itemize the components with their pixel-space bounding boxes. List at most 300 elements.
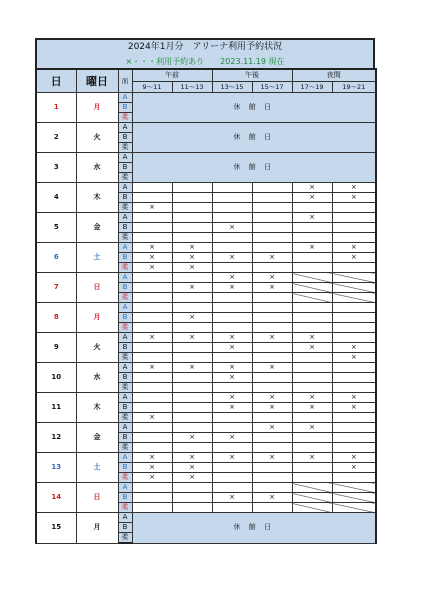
slot-cell <box>132 273 172 283</box>
table-row <box>36 93 376 103</box>
reserved-mark: × <box>292 193 332 203</box>
slot-cell <box>132 343 172 353</box>
slot-cell <box>332 433 376 443</box>
slot-cell <box>212 423 252 433</box>
day-number: 12 <box>36 423 76 453</box>
weekday-cell: 日 <box>76 273 118 303</box>
slot-cell <box>172 353 212 363</box>
slot-cell <box>252 503 292 513</box>
closed-cell: 休 館 日 <box>132 153 376 183</box>
reserved-mark: × <box>212 433 252 443</box>
slot-cell <box>252 183 292 193</box>
court-label: A <box>118 243 132 253</box>
court-label: A <box>118 363 132 373</box>
reserved-mark: × <box>332 193 376 203</box>
slot-cell <box>132 303 172 313</box>
weekday-cell: 月 <box>76 93 118 123</box>
slot-cell <box>292 383 332 393</box>
slot-cell <box>252 293 292 303</box>
court-label: A <box>118 303 132 313</box>
day-number: 9 <box>36 333 76 363</box>
unavailable-cell <box>292 293 332 303</box>
court-label: A <box>118 393 132 403</box>
page-title: 2024年1月分 アリーナ利用予約状況 <box>127 42 283 52</box>
court-label: B <box>118 523 132 533</box>
reserved-mark: × <box>172 313 212 323</box>
court-label: 柔 <box>118 353 132 363</box>
unavailable-cell <box>292 503 332 513</box>
slot-cell <box>252 343 292 353</box>
slot-cell <box>212 263 252 273</box>
reserved-mark: × <box>292 453 332 463</box>
table-row <box>36 123 376 133</box>
reserved-mark: × <box>132 473 172 483</box>
slot-cell <box>292 223 332 233</box>
group-header-night: 夜間 <box>292 69 376 82</box>
slot-cell <box>132 183 172 193</box>
table-row <box>36 393 376 403</box>
slot-cell <box>332 213 376 223</box>
weekday-cell: 金 <box>76 213 118 243</box>
reserved-mark: × <box>212 223 252 233</box>
slot-cell <box>172 493 212 503</box>
court-label: 柔 <box>118 233 132 243</box>
weekday-cell: 火 <box>76 333 118 363</box>
reserved-mark: × <box>332 403 376 413</box>
reserved-mark: × <box>252 253 292 263</box>
slot-cell <box>212 183 252 193</box>
legend-subtitle: ×・・・利用予約あり 2023.11.19 現在 <box>125 57 285 66</box>
slot-cell <box>252 463 292 473</box>
reserved-mark: × <box>332 453 376 463</box>
slot-cell <box>132 503 172 513</box>
slot-cell <box>292 203 332 213</box>
slot-cell <box>212 323 252 333</box>
unavailable-cell <box>332 273 376 283</box>
court-label: 柔 <box>118 113 132 123</box>
slot-header: 11～13 <box>172 82 212 93</box>
slot-cell <box>212 383 252 393</box>
reserved-mark: × <box>132 253 172 263</box>
slot-cell <box>132 383 172 393</box>
slot-cell <box>172 383 212 393</box>
weekday-cell: 木 <box>76 393 118 423</box>
slot-cell <box>292 413 332 423</box>
group-header-morning: 午前 <box>132 69 212 82</box>
slot-cell <box>332 203 376 213</box>
slot-cell <box>132 433 172 443</box>
court-label: 柔 <box>118 173 132 183</box>
court-label: A <box>118 93 132 103</box>
reserved-mark: × <box>332 463 376 473</box>
court-label: B <box>118 493 132 503</box>
slot-cell <box>252 383 292 393</box>
court-label: A <box>118 513 132 523</box>
slot-cell <box>172 273 212 283</box>
slot-cell <box>292 233 332 243</box>
court-label: A <box>118 273 132 283</box>
day-number: 14 <box>36 483 76 513</box>
weekday-cell: 水 <box>76 153 118 183</box>
unavailable-cell <box>292 493 332 503</box>
slot-cell <box>332 263 376 273</box>
slot-cell <box>172 373 212 383</box>
slot-cell <box>132 403 172 413</box>
slot-cell <box>332 413 376 423</box>
weekday-cell: 月 <box>76 513 118 544</box>
court-label: A <box>118 153 132 163</box>
slot-cell <box>332 313 376 323</box>
reserved-mark: × <box>252 493 292 503</box>
table-row <box>36 483 376 493</box>
reserved-mark: × <box>172 363 212 373</box>
table-row <box>36 333 376 343</box>
reserved-mark: × <box>212 333 252 343</box>
slot-cell <box>252 303 292 313</box>
court-label: B <box>118 133 132 143</box>
table-row <box>36 273 376 283</box>
slot-cell <box>172 303 212 313</box>
court-label: B <box>118 433 132 443</box>
slot-cell <box>252 353 292 363</box>
court-label: B <box>118 223 132 233</box>
slot-cell <box>172 503 212 513</box>
slot-cell <box>332 423 376 433</box>
weekday-cell: 土 <box>76 453 118 483</box>
slot-header: 17～19 <box>292 82 332 93</box>
unavailable-cell <box>332 503 376 513</box>
reserved-mark: × <box>172 263 212 273</box>
reserved-mark: × <box>252 423 292 433</box>
table-row <box>36 183 376 193</box>
court-label: B <box>118 163 132 173</box>
day-number: 11 <box>36 393 76 423</box>
court-label: 柔 <box>118 383 132 393</box>
weekday-header: 曜日 <box>76 69 118 93</box>
weekday-cell: 日 <box>76 483 118 513</box>
court-header: 面 <box>118 69 132 93</box>
slot-cell <box>132 373 172 383</box>
court-label: B <box>118 343 132 353</box>
slot-cell <box>292 303 332 313</box>
table-row <box>36 303 376 313</box>
court-label: 柔 <box>118 293 132 303</box>
court-label: A <box>118 123 132 133</box>
slot-cell <box>132 283 172 293</box>
unavailable-cell <box>292 283 332 293</box>
day-number: 7 <box>36 273 76 303</box>
weekday-cell: 火 <box>76 123 118 153</box>
day-number: 13 <box>36 453 76 483</box>
reserved-mark: × <box>132 203 172 213</box>
table-row <box>36 243 376 253</box>
reserved-mark: × <box>132 363 172 373</box>
slot-cell <box>292 433 332 443</box>
day-number: 2 <box>36 123 76 153</box>
slot-cell <box>132 213 172 223</box>
court-label: A <box>118 423 132 433</box>
court-label: B <box>118 193 132 203</box>
reserved-mark: × <box>212 253 252 263</box>
reserved-mark: × <box>292 403 332 413</box>
court-label: 柔 <box>118 443 132 453</box>
slot-cell <box>172 223 212 233</box>
slot-cell <box>172 323 212 333</box>
slot-cell <box>292 363 332 373</box>
slot-cell <box>212 353 252 363</box>
unavailable-cell <box>332 493 376 503</box>
slot-cell <box>172 343 212 353</box>
slot-cell <box>252 313 292 323</box>
reserved-mark: × <box>252 393 292 403</box>
slot-cell <box>132 393 172 403</box>
slot-cell <box>332 323 376 333</box>
slot-header: 9～11 <box>132 82 172 93</box>
slot-cell <box>212 213 252 223</box>
court-label: 柔 <box>118 533 132 544</box>
slot-cell <box>132 423 172 433</box>
reserved-mark: × <box>252 333 292 343</box>
court-label: B <box>118 463 132 473</box>
reserved-mark: × <box>172 473 212 483</box>
reserved-mark: × <box>132 453 172 463</box>
slot-cell <box>172 423 212 433</box>
slot-cell <box>132 223 172 233</box>
reserved-mark: × <box>332 393 376 403</box>
slot-cell <box>172 183 212 193</box>
slot-cell <box>252 323 292 333</box>
court-label: A <box>118 483 132 493</box>
table-row <box>36 363 376 373</box>
slot-cell <box>132 353 172 363</box>
reserved-mark: × <box>212 493 252 503</box>
slot-cell <box>172 413 212 423</box>
slot-cell <box>292 473 332 483</box>
unavailable-cell <box>292 483 332 493</box>
weekday-cell: 水 <box>76 363 118 393</box>
reserved-mark: × <box>172 243 212 253</box>
slot-cell <box>172 393 212 403</box>
reserved-mark: × <box>212 453 252 463</box>
reserved-mark: × <box>132 413 172 423</box>
slot-cell <box>292 373 332 383</box>
slot-cell <box>252 473 292 483</box>
slot-cell <box>252 433 292 443</box>
reserved-mark: × <box>292 243 332 253</box>
slot-cell <box>212 303 252 313</box>
reserved-mark: × <box>172 253 212 263</box>
day-number: 15 <box>36 513 76 544</box>
slot-cell <box>172 443 212 453</box>
slot-cell <box>132 493 172 503</box>
reserved-mark: × <box>292 343 332 353</box>
court-label: A <box>118 183 132 193</box>
day-number: 10 <box>36 363 76 393</box>
slot-cell <box>212 233 252 243</box>
slot-cell <box>212 443 252 453</box>
slot-cell <box>132 313 172 323</box>
reserved-mark: × <box>292 213 332 223</box>
reservation-sheet <box>35 38 375 544</box>
unavailable-cell <box>332 293 376 303</box>
reserved-mark: × <box>332 243 376 253</box>
reserved-mark: × <box>332 343 376 353</box>
table-row <box>36 213 376 223</box>
slot-cell <box>252 373 292 383</box>
slot-cell <box>252 483 292 493</box>
court-label: 柔 <box>118 503 132 513</box>
court-label: A <box>118 333 132 343</box>
slot-cell <box>252 443 292 453</box>
slot-cell <box>172 293 212 303</box>
court-label: B <box>118 103 132 113</box>
slot-cell <box>132 293 172 303</box>
reserved-mark: × <box>172 433 212 443</box>
slot-cell <box>132 323 172 333</box>
reserved-mark: × <box>292 423 332 433</box>
reserved-mark: × <box>332 183 376 193</box>
slot-cell <box>252 223 292 233</box>
slot-cell <box>332 373 376 383</box>
slot-cell <box>212 473 252 483</box>
reserved-mark: × <box>132 463 172 473</box>
reserved-mark: × <box>172 333 212 343</box>
court-label: B <box>118 313 132 323</box>
court-label: 柔 <box>118 473 132 483</box>
weekday-cell: 月 <box>76 303 118 333</box>
reserved-mark: × <box>332 353 376 363</box>
slot-cell <box>252 413 292 423</box>
table-row <box>36 153 376 163</box>
slot-header: 13～15 <box>212 82 252 93</box>
slot-cell <box>172 233 212 243</box>
slot-cell <box>332 303 376 313</box>
slot-cell <box>332 443 376 453</box>
slot-cell <box>292 313 332 323</box>
reserved-mark: × <box>132 333 172 343</box>
reserved-mark: × <box>212 273 252 283</box>
slot-cell <box>292 443 332 453</box>
reserved-mark: × <box>292 393 332 403</box>
reserved-mark: × <box>252 453 292 463</box>
slot-cell <box>292 253 332 263</box>
reserved-mark: × <box>252 403 292 413</box>
table-row <box>36 513 376 523</box>
table-row <box>36 423 376 433</box>
reserved-mark: × <box>292 333 332 343</box>
unavailable-cell <box>292 273 332 283</box>
day-number: 1 <box>36 93 76 123</box>
reserved-mark: × <box>172 453 212 463</box>
slot-cell <box>212 503 252 513</box>
reserved-mark: × <box>252 363 292 373</box>
slot-cell <box>172 213 212 223</box>
title-box <box>35 38 375 68</box>
unavailable-cell <box>332 483 376 493</box>
slot-cell <box>172 483 212 493</box>
closed-cell: 休 館 日 <box>132 123 376 153</box>
closed-cell: 休 館 日 <box>132 513 376 544</box>
slot-cell <box>332 233 376 243</box>
court-label: A <box>118 453 132 463</box>
court-label: 柔 <box>118 413 132 423</box>
table-row <box>36 453 376 463</box>
reserved-mark: × <box>332 253 376 263</box>
slot-cell <box>292 463 332 473</box>
court-label: 柔 <box>118 203 132 213</box>
slot-cell <box>212 313 252 323</box>
day-number: 5 <box>36 213 76 243</box>
slot-cell <box>172 193 212 203</box>
slot-cell <box>332 223 376 233</box>
unavailable-cell <box>332 283 376 293</box>
reserved-mark: × <box>252 283 292 293</box>
day-number: 6 <box>36 243 76 273</box>
weekday-cell: 土 <box>76 243 118 273</box>
slot-cell <box>252 213 292 223</box>
group-header-afternoon: 午後 <box>212 69 292 82</box>
slot-cell <box>252 203 292 213</box>
reserved-mark: × <box>212 373 252 383</box>
court-label: A <box>118 213 132 223</box>
reserved-mark: × <box>172 283 212 293</box>
day-header: 日 <box>36 69 76 93</box>
slot-cell <box>252 243 292 253</box>
slot-cell <box>212 293 252 303</box>
court-label: B <box>118 253 132 263</box>
court-label: 柔 <box>118 263 132 273</box>
reserved-mark: × <box>132 243 172 253</box>
slot-cell <box>212 243 252 253</box>
reserved-mark: × <box>212 403 252 413</box>
slot-cell <box>332 383 376 393</box>
slot-cell <box>332 473 376 483</box>
day-number: 4 <box>36 183 76 213</box>
slot-header: 19～21 <box>332 82 376 93</box>
reserved-mark: × <box>212 393 252 403</box>
reserved-mark: × <box>172 463 212 473</box>
slot-cell <box>292 323 332 333</box>
slot-cell <box>252 193 292 203</box>
slot-header: 15～17 <box>252 82 292 93</box>
reserved-mark: × <box>132 263 172 273</box>
slot-cell <box>132 233 172 243</box>
slot-cell <box>132 443 172 453</box>
reserved-mark: × <box>212 343 252 353</box>
slot-cell <box>292 353 332 363</box>
reserved-mark: × <box>212 283 252 293</box>
slot-cell <box>292 263 332 273</box>
slot-cell <box>172 403 212 413</box>
day-number: 3 <box>36 153 76 183</box>
slot-cell <box>172 203 212 213</box>
reserved-mark: × <box>212 363 252 373</box>
slot-cell <box>212 203 252 213</box>
slot-cell <box>332 333 376 343</box>
closed-cell: 休 館 日 <box>132 93 376 123</box>
day-number: 8 <box>36 303 76 333</box>
slot-cell <box>132 483 172 493</box>
slot-cell <box>212 413 252 423</box>
slot-cell <box>212 193 252 203</box>
reservation-table <box>35 68 377 544</box>
slot-cell <box>332 363 376 373</box>
weekday-cell: 金 <box>76 423 118 453</box>
slot-cell <box>212 463 252 473</box>
court-label: B <box>118 373 132 383</box>
reserved-mark: × <box>252 273 292 283</box>
slot-cell <box>132 193 172 203</box>
